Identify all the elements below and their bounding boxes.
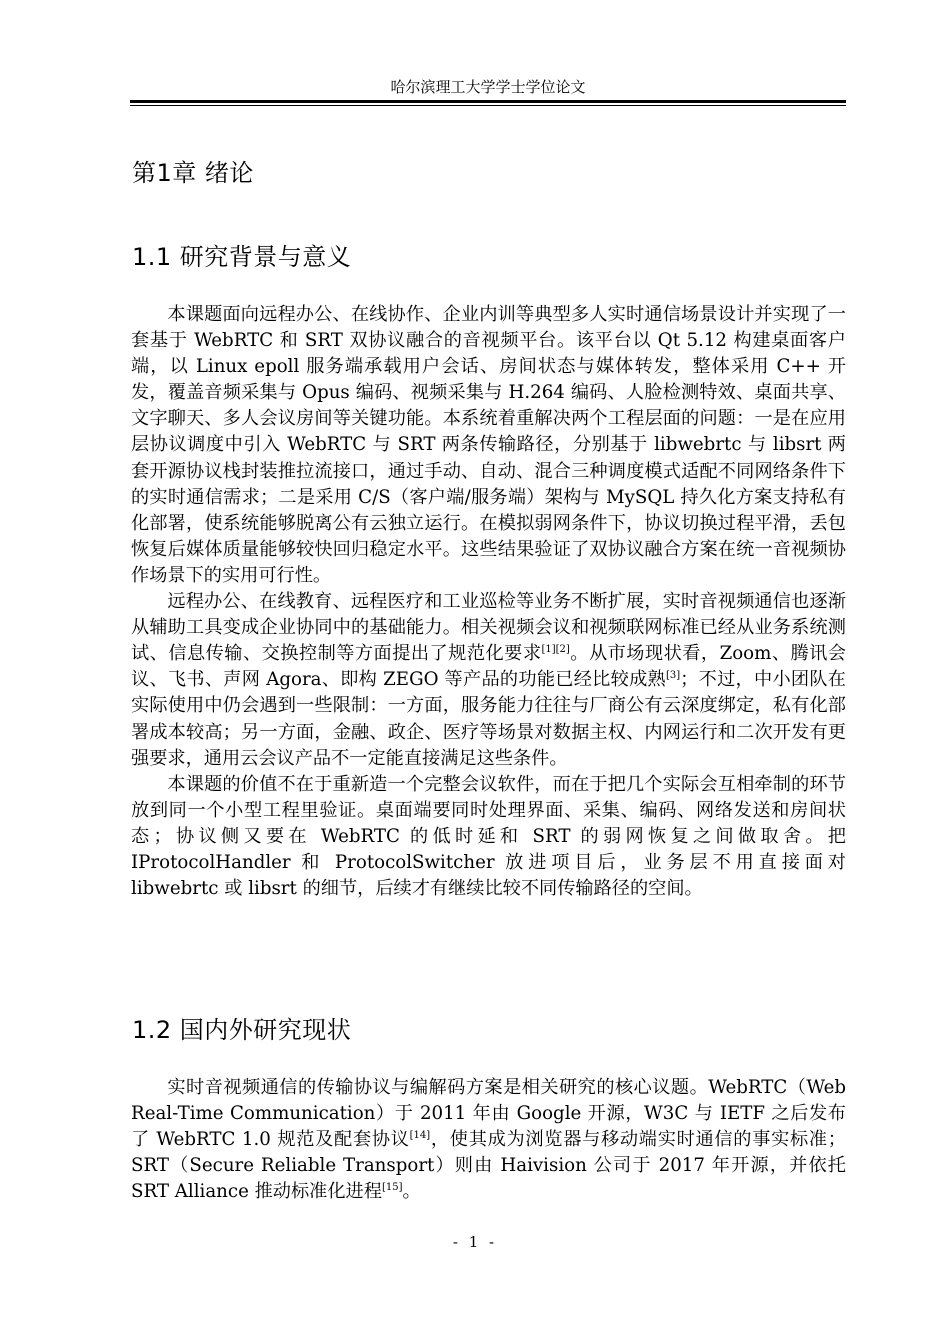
paragraph-text: 实时音视频通信的传输协议与编解码方案是相关研究的核心议题。WebRTC（Web Real-Time Communication）于 2011 年由 Google 开源，W3C 与 IETF 之后发布了 WebRTC 1.0 规范及配套协议	[131, 1077, 846, 1151]
section-title-1-2: 1.2 国内外研究现状	[132, 1016, 352, 1044]
header-rule-thin	[130, 105, 846, 106]
header-rule-thick	[130, 100, 846, 103]
paragraph-text: ；不过，中小团队在实际使用中仍会遇到一些限制：一方面，服务能力往往与厂商公有云深度绑定，私有化部署成本较高；另一方面，金融、政企、医疗等场景对数据主权、内网运行和二次开发有更强要求，通用云会议产品不一定能直接满足这些条件。	[131, 669, 846, 769]
paragraph-text: 远程办公、在线教育、远程医疗和工业巡检等业务不断扩展，实时音视频通信也逐渐从辅助工具变成企业协同中的基础能力。相关视频会议和视频联网标准已经从业务系统测试、信息传输、交换控制等方面提出了规范化要求	[131, 591, 846, 665]
paragraph: 本课题的价值不在于重新造一个完整会议软件，而在于把几个实际会互相牵制的环节放到同一个小型工程里验证。桌面端要同时处理界面、采集、编码、网络发送和房间状态；协议侧又要在 WebRTC 的低时延和 SRT 的弱网恢复之间做取舍。把 IProtocolHandler 和 ProtocolSwitcher 放进项目后，业务层不用直接面对 libwebrtc 或 libsrt 的细节，后续才有继续比较不同传输路径的空间。	[131, 773, 846, 900]
paragraph: 本课题面向远程办公、在线协作、企业内训等典型多人实时通信场景设计并实现了一套基于 WebRTC 和 SRT 双协议融合的音视频平台。该平台以 Qt 5.12 构建桌面客户端，以 Linux epoll 服务端承载用户会话、房间状态与媒体转发，整体采用 C++ 开发，覆盖音频采集与 Opus 编码、视频采集与 H.264 编码、人脸检测特效、桌面共享、文字聊天、多人会议房间等关键功能。本系统着重解决两个工程层面的问题：一是在应用层协议调度中引入 WebRTC 与 SRT 两条传输路径，分别基于 libwebrtc 与 libsrt 两套开源协议栈封装推拉流接口，通过手动、自动、混合三种调度模式适配不同网络条件下的实时通信需求；二是采用 C/S（客户端/服务端）架构与 MySQL 持久化方案支持私有化部署，使系统能够脱离公有云独立运行。在模拟弱网条件下，协议切换过程平滑，丢包恢复后媒体质量能够较快回归稳定水平。这些结果验证了双协议融合方案在统一音视频协作场景下的实用可行性。	[131, 304, 846, 586]
citation: [1][2]	[541, 644, 570, 656]
paragraph-text: 。从市场现状看，Zoom、腾讯会议、飞书、声网 Agora、即构 ZEGO 等产品的功能已经比较成熟	[131, 643, 846, 691]
page-number: - 1 -	[452, 1233, 498, 1251]
chapter-title: 第1章 绪论	[132, 159, 254, 187]
paragraph-text: 。	[402, 1181, 421, 1203]
section-1-2-body	[131, 1075, 846, 1205]
citation: [15]	[381, 1182, 403, 1194]
paragraph	[131, 589, 846, 772]
paragraph	[131, 1075, 846, 1205]
citation: [14]	[409, 1130, 431, 1142]
running-header: 哈尔滨理工大学学士学位论文	[390, 78, 586, 96]
section-title-1-1: 1.1 研究背景与意义	[132, 243, 352, 271]
paragraph-text: ，使其成为浏览器与移动端实时通信的事实标准；SRT（Secure Reliable Transport）则由 Haivision 公司于 2017 年开源，并依托 SRT Alliance 推动标准化进程	[131, 1129, 846, 1203]
section-1-1-body	[131, 302, 846, 902]
citation: [3]	[666, 670, 681, 682]
